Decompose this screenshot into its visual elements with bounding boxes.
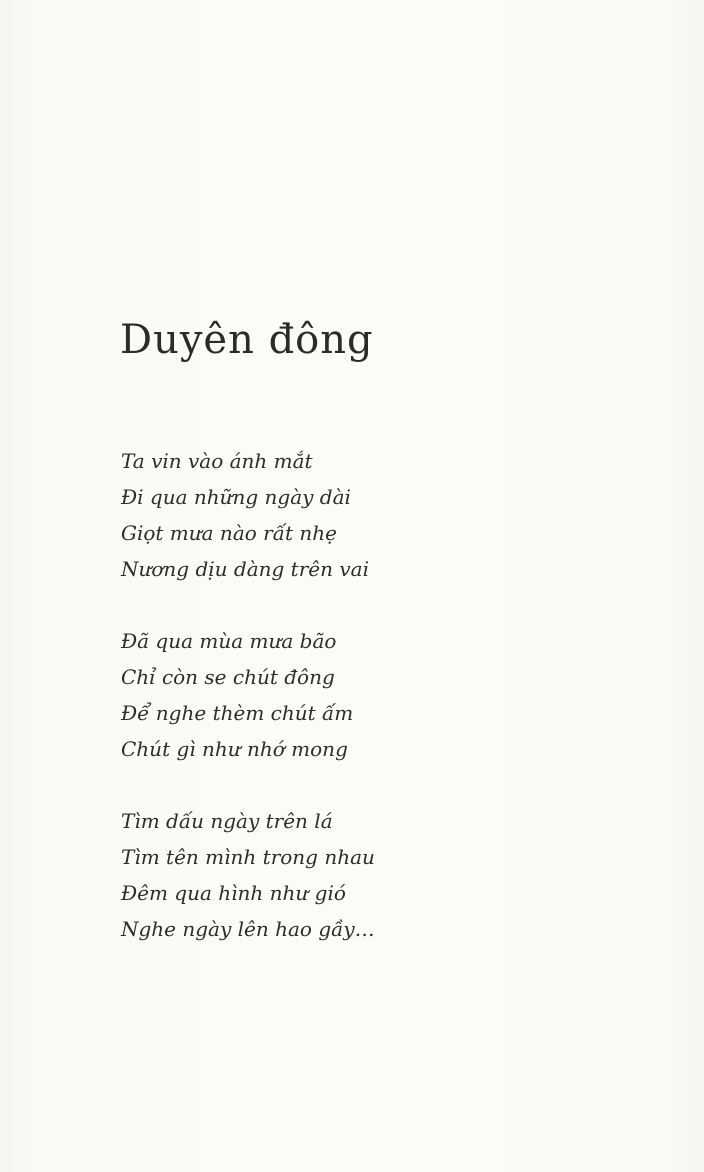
poem-line: Nghe ngày lên hao gầy… (121, 917, 375, 941)
stanza-1 (121, 443, 375, 587)
poem-line: Chút gì như nhớ mong (121, 737, 348, 761)
poem-line: Tìm dấu ngày trên lá (121, 809, 333, 833)
poem-line: Đi qua những ngày dài (121, 485, 351, 509)
poem-line: Giọt mưa nào rất nhẹ (121, 521, 337, 545)
stanza-3 (121, 803, 375, 947)
poem-line: Đêm qua hình như gió (121, 881, 346, 905)
poem-line: Chỉ còn se chút đông (121, 665, 335, 689)
poem-body (121, 443, 375, 983)
poem-title: Duyên đông (120, 317, 374, 363)
poem-line: Ta vin vào ánh mắt (121, 449, 313, 473)
stanza-2 (121, 623, 375, 767)
poem-line: Đã qua mùa mưa bão (121, 629, 337, 653)
poem-line: Tìm tên mình trong nhau (121, 845, 375, 869)
poem-line: Để nghe thèm chút ấm (121, 701, 354, 725)
poem-line: Nương dịu dàng trên vai (121, 557, 369, 581)
